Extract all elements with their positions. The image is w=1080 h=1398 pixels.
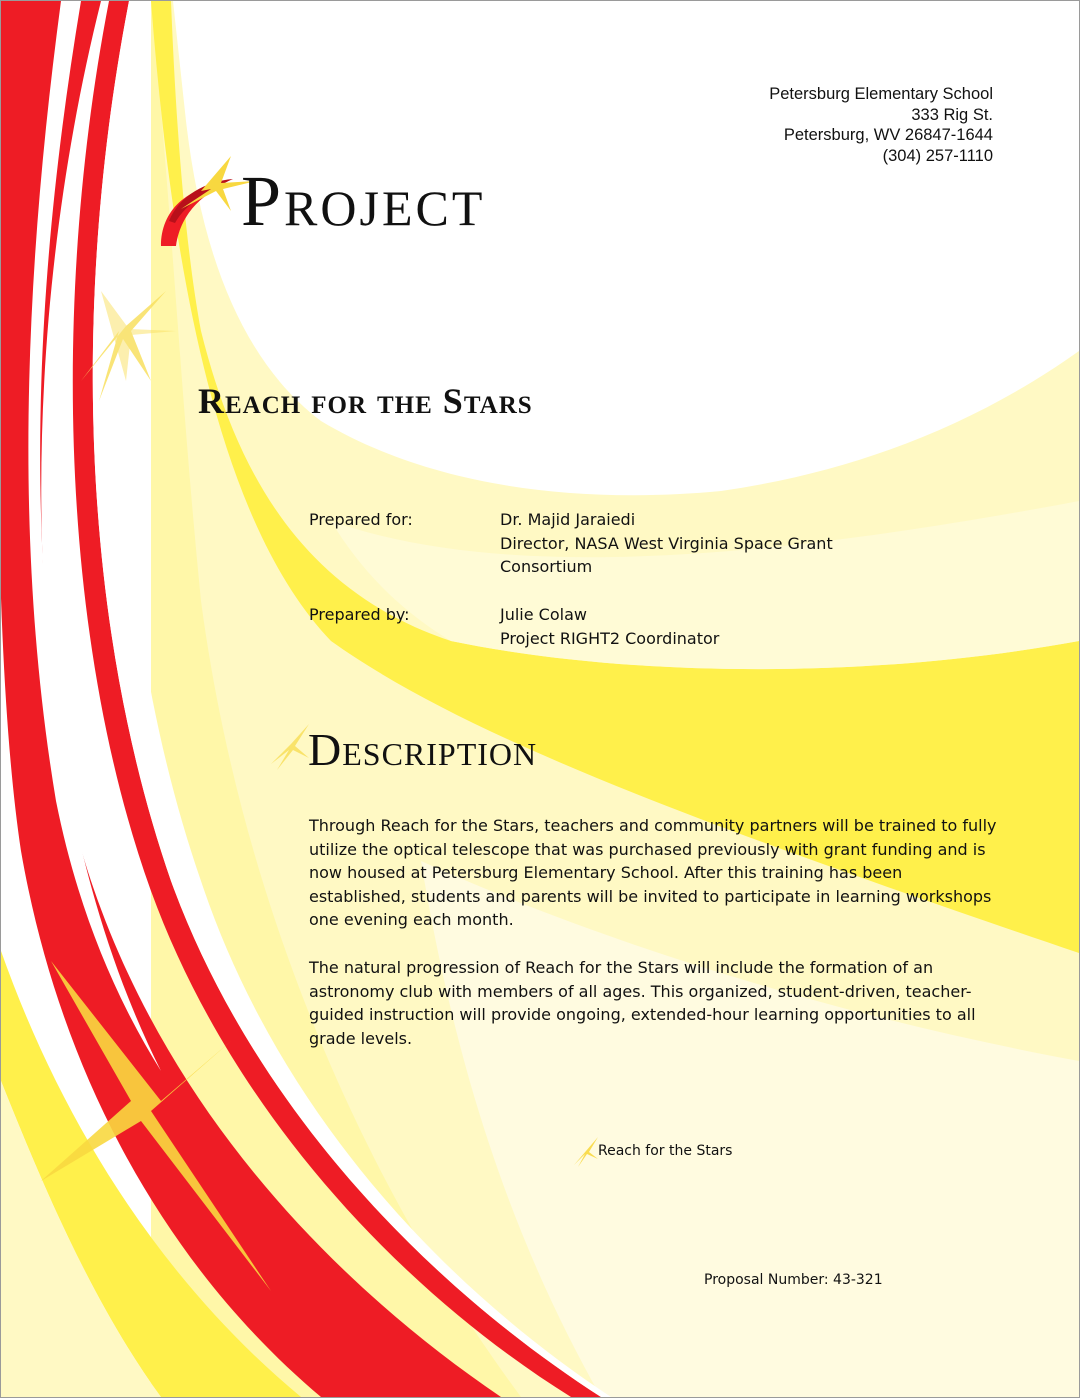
paragraph-line: Through Reach for the Stars, teachers and community partners will be trained to fully [309, 816, 997, 835]
address-line: Petersburg Elementary School [769, 85, 993, 103]
prepared-for-values [500, 508, 833, 579]
description-paragraph-2 [309, 956, 976, 1050]
paragraph-line: utilize the optical telescope that was purchased previously with grant funding and is [309, 839, 986, 859]
paragraph-line: established, students and parents will be invited to participate in learning workshops [309, 886, 992, 906]
logo-project-title: Project [241, 161, 486, 241]
prepared-for-line: Consortium [500, 557, 593, 576]
prepared-for-line: Dr. Majid Jaraiedi [500, 510, 636, 529]
background-swooshes [1, 1, 1079, 1397]
paragraph-line: one evening each month. [309, 910, 514, 929]
paragraph-line: grade levels. [309, 1028, 413, 1048]
address-line: Petersburg, WV 26847-1644 [783, 126, 993, 144]
prepared-by-line: Julie Colaw [500, 605, 587, 624]
address-line: (304) 257-1110 [882, 146, 993, 165]
paragraph-line: The natural progression of Reach for the Stars will include the formation of an [309, 958, 934, 977]
prepared-for-label: Prepared for: [309, 510, 413, 529]
prepared-for-line: Director, NASA West Virginia Space Grant [500, 533, 833, 553]
footer-tagline: Reach for the Stars [598, 1143, 733, 1159]
prepared-by-label: Prepared by: [309, 605, 410, 624]
paragraph-line: astronomy club with members of all ages. This organized, student-driven, teacher- [309, 981, 972, 1001]
description-heading: Description [308, 724, 538, 775]
address-line: 333 Rig St. [911, 105, 993, 124]
prepared-by-values [500, 603, 719, 650]
description-paragraph-1 [309, 814, 996, 932]
subtitle: Reach for the Stars [198, 381, 533, 421]
proposal-number: Proposal Number: 43-321 [704, 1272, 883, 1288]
paragraph-line: now housed at Petersburg Elementary School. After this training has been [309, 863, 903, 882]
prepared-by-line: Project RIGHT2 Coordinator [500, 628, 720, 648]
school-address [769, 84, 993, 166]
paragraph-line: guided instruction will provide ongoing, extended-hour learning opportunities to all [309, 1005, 976, 1024]
